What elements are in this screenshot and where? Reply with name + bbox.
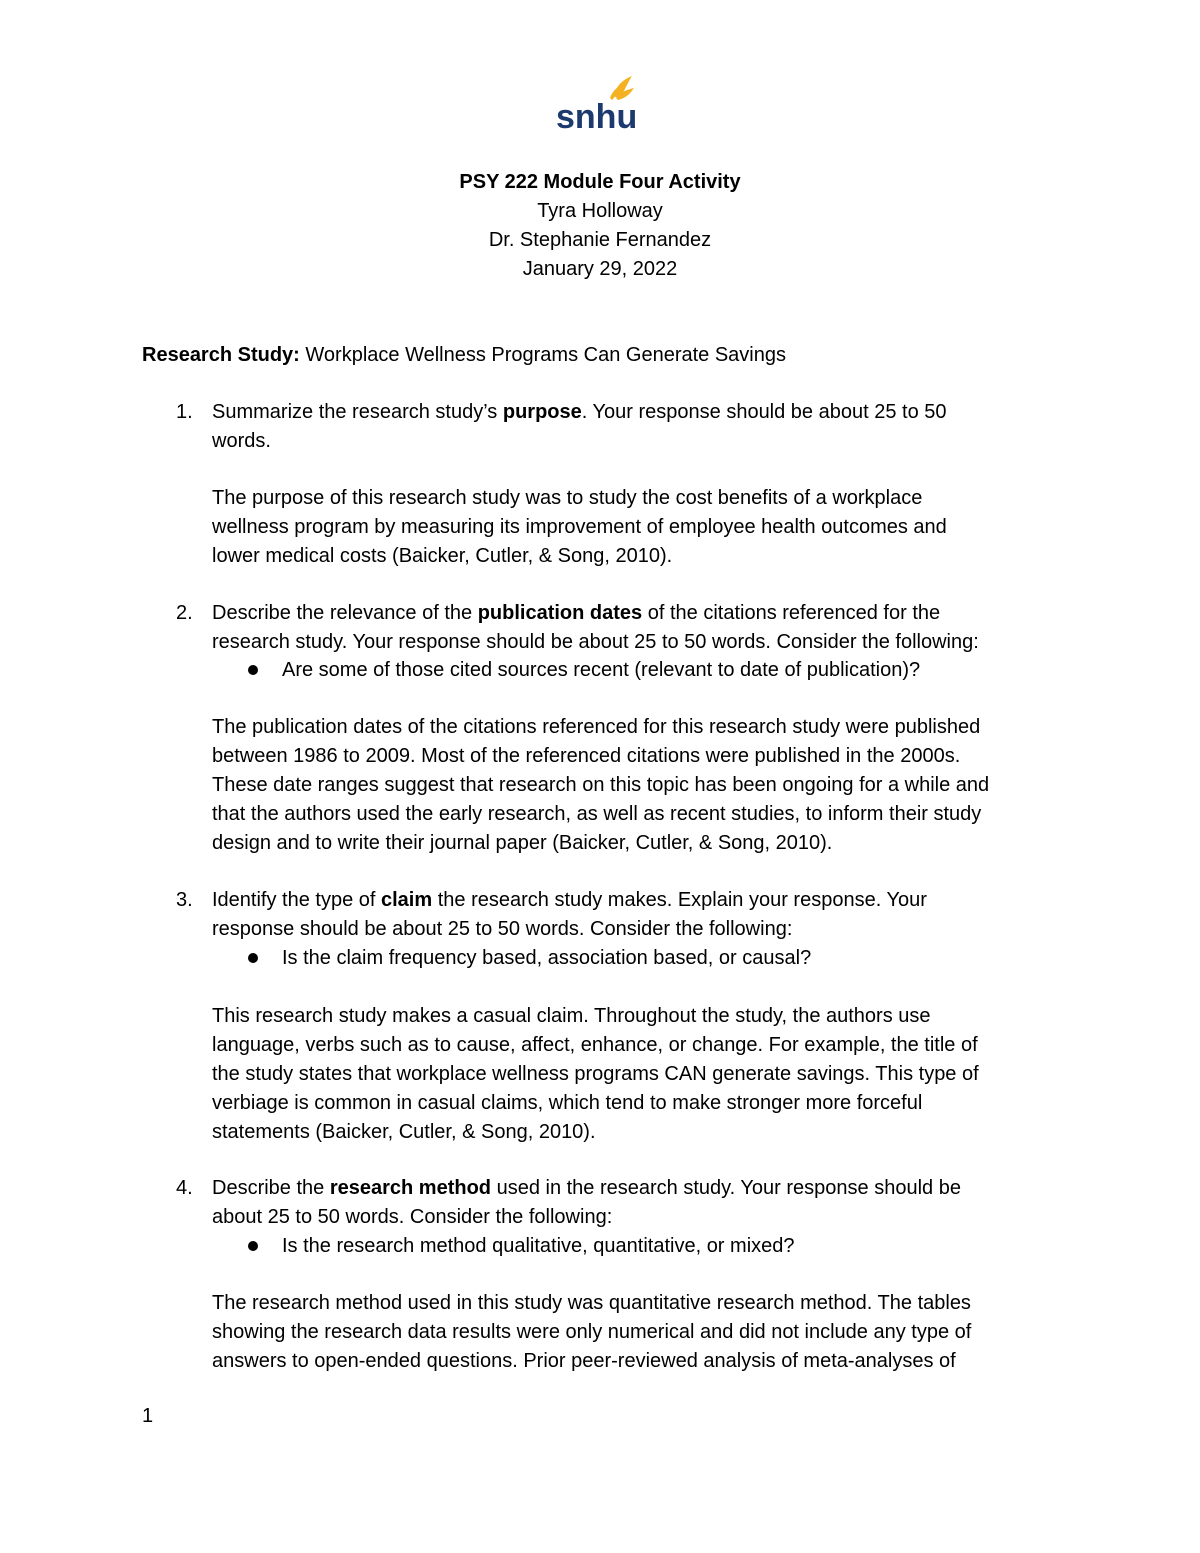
prompt-text: of the citations referenced for the [642,602,941,624]
answer-line: The publication dates of the citations referenced for this research study were published [212,716,981,738]
prompt-text: Summarize the research study’s [212,401,503,423]
answer-line: statements (Baicker, Cutler, & Song, 2010). [212,1121,596,1143]
answer-text [212,484,1062,571]
answer-line: These date ranges suggest that research on this topic has been ongoing for a while and [212,774,990,796]
bullet-dot [248,665,258,675]
answer-line: answers to open-ended questions. Prior peer-reviewed analysis of meta-analyses of [212,1350,956,1372]
prompt-text: used in the research study. Your response should be [491,1177,961,1199]
prompt-keyword: purpose [502,401,582,423]
question-number: 2. [176,602,193,624]
answer-line: lower medical costs (Baicker, Cutler, & Song, 2010). [212,545,673,567]
prompt-text: Identify the type of [212,889,381,911]
bullet-text: Is the research method qualitative, quantitative, or mixed? [282,1235,795,1257]
answer-line: between 1986 to 2009. Most of the referenced citations were published in the 2000s. [212,745,961,767]
answer-text [212,1289,1062,1376]
document-header [0,168,1200,284]
prompt-keyword: research method [329,1177,492,1199]
answer-line: language, verbs such as to cause, affect, enhance, or change. For example, the title of [212,1034,978,1056]
research-study-label: Research Study: [142,344,300,366]
answer-line: wellness program by measuring its improvement of employee health outcomes and [212,516,947,538]
question-prompt [212,599,1052,657]
answer-line: The purpose of this research study was to study the cost benefits of a workplace [212,487,923,509]
bullet-text: Are some of those cited sources recent (relevant to date of publication)? [282,659,921,681]
prompt-text: Describe the relevance of the [212,602,478,624]
student-name: Tyra Holloway [537,200,663,222]
answer-text [212,713,1062,858]
bullet-text: Is the claim frequency based, association based, or causal? [282,947,812,969]
answer-text [212,1002,1062,1147]
snhu-logo [556,74,638,132]
document-date: January 29, 2022 [522,258,678,280]
bullet-dot [248,1241,258,1251]
question-number: 4. [176,1177,193,1199]
answer-line: verbiage is common in casual claims, which tend to make stronger more forceful [212,1092,923,1114]
answer-line: showing the research data results were only numerical and did not include any type of [212,1321,972,1343]
question-number: 1. [176,401,193,423]
research-study-title: Workplace Wellness Programs Can Generate Savings [305,344,786,366]
research-study-line [142,341,786,370]
prompt-text: words. [212,430,271,452]
prompt-text: . Your response should be about 25 to 50 [581,401,947,423]
prompt-text: Describe the [212,1177,330,1199]
prompt-text: the research study makes. Explain your response. Your [432,889,927,911]
bullet-dot [248,953,258,963]
question-prompt [212,1174,1052,1232]
question-prompt [212,398,1052,456]
answer-line: The research method used in this study was quantitative research method. The tables [212,1292,971,1314]
document-title: PSY 222 Module Four Activity [459,171,741,193]
prompt-text: response should be about 25 to 50 words. Consider the following: [212,918,793,940]
prompt-text: research study. Your response should be about 25 to 50 words. Consider the following: [212,631,979,653]
question-number: 3. [176,889,193,911]
prompt-keyword: claim [381,889,433,911]
answer-line: design and to write their journal paper (Baicker, Cutler, & Song, 2010). [212,832,833,854]
question-prompt [212,886,1052,944]
logo-wordmark: snhu [556,98,638,132]
answer-line: the study states that workplace wellness programs CAN generate savings. This type of [212,1063,979,1085]
answer-line: This research study makes a casual claim. Throughout the study, the authors use [212,1005,931,1027]
answer-line: that the authors used the early research, as well as recent studies, to inform their study [212,803,982,825]
prompt-keyword: publication dates [477,602,643,624]
instructor-name: Dr. Stephanie Fernandez [488,229,712,251]
prompt-text: about 25 to 50 words. Consider the following: [212,1206,613,1228]
page-number: 1 [142,1405,154,1427]
